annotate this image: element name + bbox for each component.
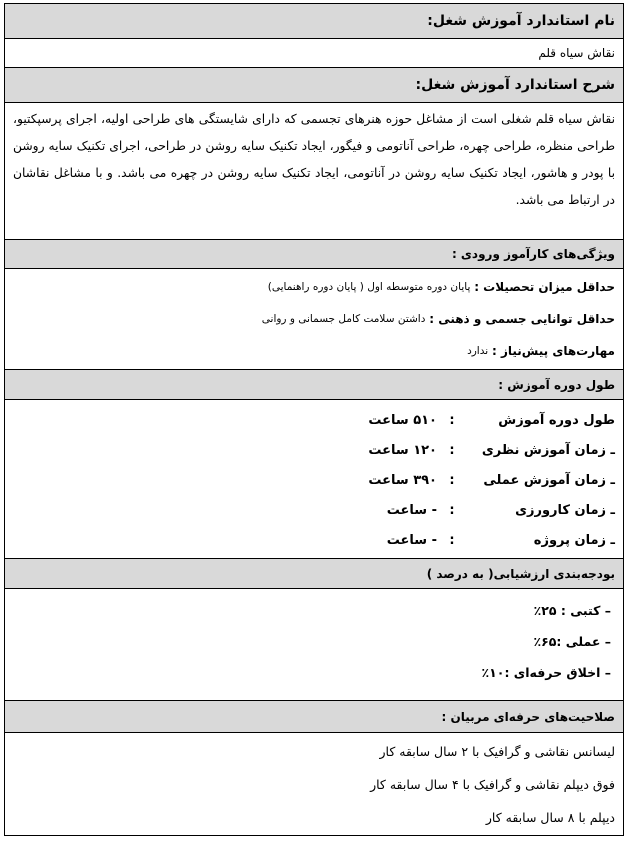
description-text: نقاش سیاه قلم شغلی است از مشاغل حوزه هنرهای تجسمی که دارای شایستگی های طراحی اولیه، اجرای پرسپکتیو، طراحی منظره، طراحی چهره، طراحی آناتومی و فیگور، ایجاد تکنیک سایه روشن در طراحی، اجرای تکنیک سایه روشن با پودر و هاشور، ایجاد تکنیک سایه روشن در آناتومی، ایجاد تکنیک سایه روشن در چهره می باشد. و با مشاغل نقاشان در ارتباط می باشد. [5,103,623,240]
job-title-text: نقاش سیاه قلم [538,46,615,60]
duration-practice-colon: : [449,472,455,488]
duration-theory-label: ـ زمان آموزش نظری [481,442,615,458]
trainer-requirement-associate: فوق دیپلم نقاشی و گرافیک با ۴ سال سابقه کار [370,777,615,792]
duration-internship-value: - ساعت [386,502,437,518]
duration-practice-value: ۳۹۰ ساعت [368,472,437,488]
description-header: شرح استاندارد آموزش شغل: [5,68,623,103]
duration-row-internship [13,495,615,525]
entry-ability-label: حداقل توانایی جسمی و ذهنی : [429,312,615,326]
entry-header: ویژگی‌های کارآموز ورودی : [5,240,623,269]
duration-internship-colon: : [449,502,455,518]
entry-prereq-label: مهارت‌های پیش‌نیاز : [492,344,615,358]
trainer-requirement-bachelor: لیسانس نقاشی و گرافیک با ۲ سال سابقه کار [379,744,615,759]
entry-ability-row [13,303,615,335]
duration-internship-label: ـ زمان کارورزی [515,502,615,518]
duration-total-colon: : [449,412,455,428]
duration-header: طول دوره آموزش : [5,370,623,400]
duration-row-theory [13,435,615,465]
duration-total-label: طول دوره آموزش [498,412,615,428]
duration-section [5,400,623,559]
evaluation-section [5,589,623,701]
entry-section [5,269,623,370]
duration-practice-label: ـ زمان آموزش عملی [483,472,615,488]
entry-ability-value: داشتن سلامت کامل جسمانی و روانی [261,313,426,325]
duration-project-colon: : [449,532,455,548]
entry-education-row [13,271,615,303]
duration-theory-value: ۱۲۰ ساعت [368,442,437,458]
duration-project-label: ـ زمان پروژه [533,532,615,548]
entry-prereq-value: ندارد [467,345,489,357]
duration-row-practice [13,465,615,495]
evaluation-practical: – عملی :۶۵٪ [533,634,611,649]
standard-document [4,3,624,836]
entry-prereq-row [13,335,615,367]
duration-theory-colon: : [449,442,455,458]
duration-total-value: ۵۱۰ ساعت [368,412,437,428]
duration-row-total [13,405,615,435]
evaluation-written: – کتبی : ۲۵٪ [533,603,611,618]
duration-row-project [13,525,615,555]
job-title-value [5,39,623,68]
trainer-section [5,733,623,835]
evaluation-ethics: – اخلاق حرفه‌ای :۱۰٪ [481,665,611,680]
evaluation-header: بودجه‌بندی ارزشیابی( به درصد ) [5,559,623,589]
job-title-header: نام استاندارد آموزش شغل: [5,4,623,39]
duration-project-value: - ساعت [386,532,437,548]
entry-education-value: پایان دوره متوسطه اول ( پایان دوره راهنمایی) [267,281,471,293]
entry-education-label: حداقل میزان تحصیلات : [474,280,615,294]
trainer-header: صلاحیت‌های حرفه‌ای مربیان : [5,701,623,733]
trainer-requirement-diploma: دیپلم با ۸ سال سابقه کار [485,810,615,825]
